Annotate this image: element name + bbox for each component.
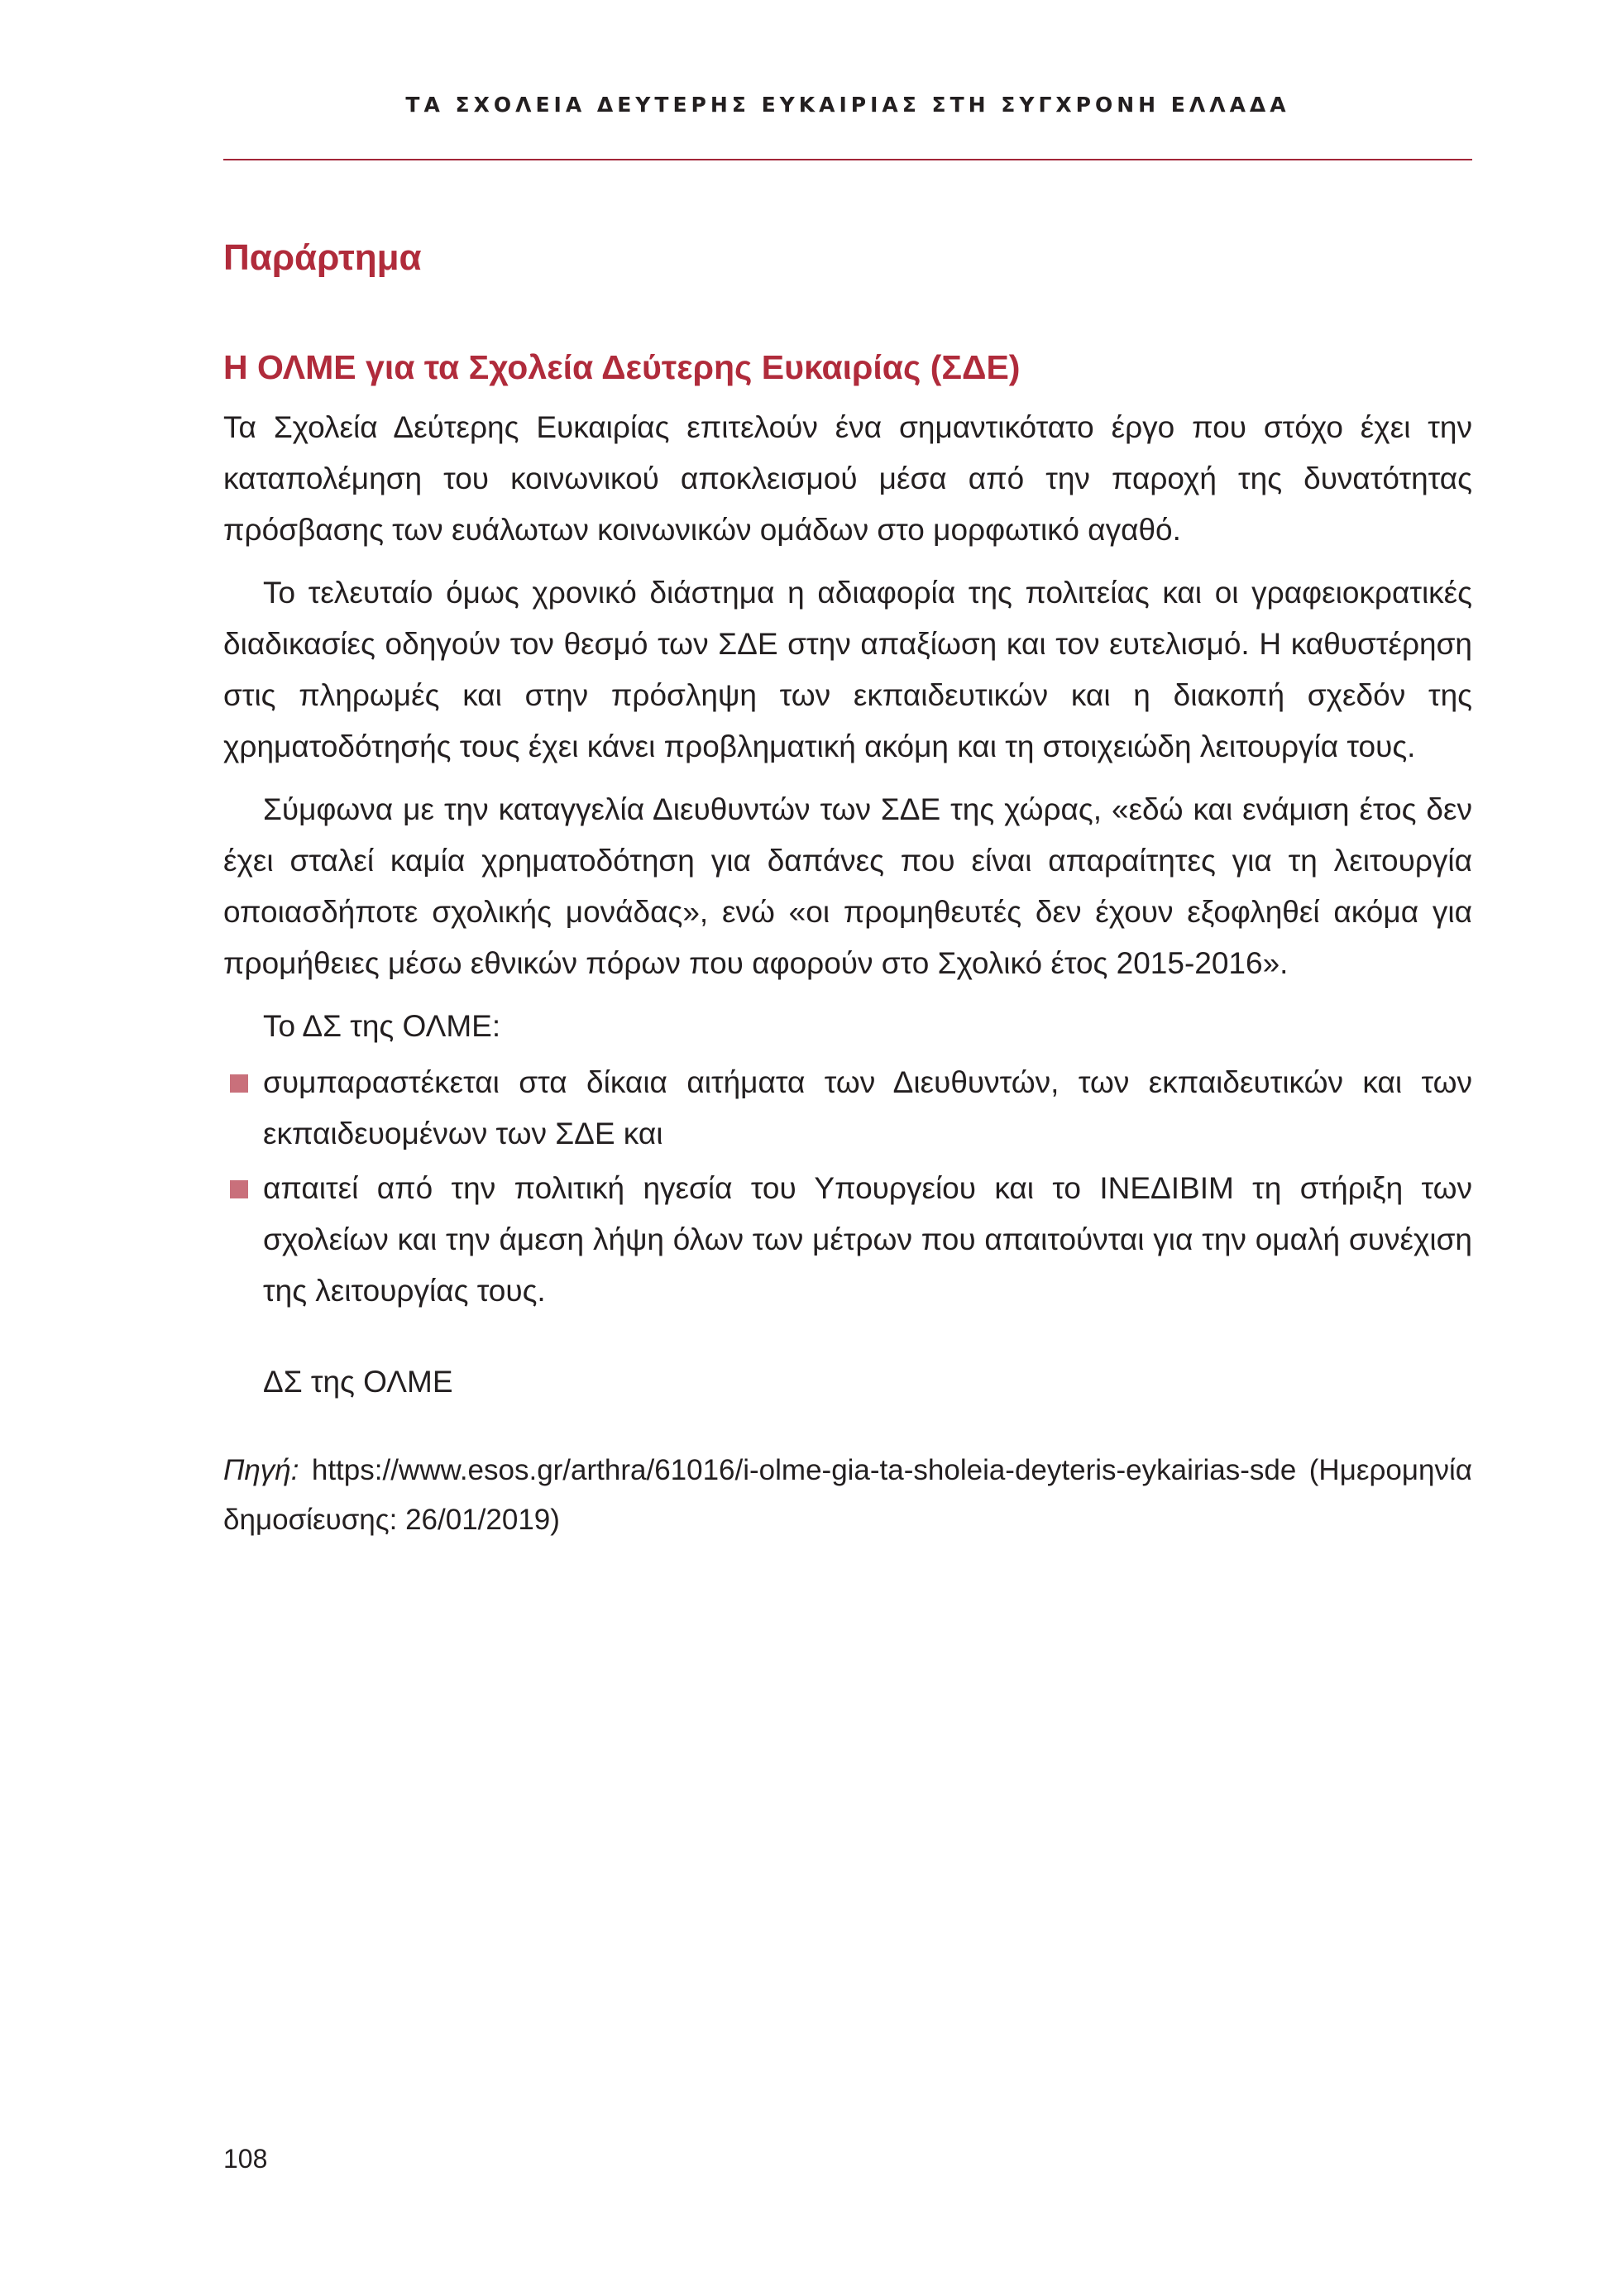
- demands-list: [223, 1057, 1472, 1317]
- source-label: Πηγή:: [223, 1454, 299, 1486]
- list-item-text: συμπαραστέκεται στα δίκαια αιτήματα των Διευθυντών, των εκπαιδευτικών και των εκπαιδευομένων των ΣΔΕ και: [263, 1065, 1472, 1150]
- list-item-text: απαιτεί από την πολιτική ηγεσία του Υπουργείου και το ΙΝΕΔΙΒΙΜ τη στήριξη των σχολείων και την άμεση λήψη όλων των μέτρων που απαιτούνται για την ομαλή συνέχιση της λειτουργίας τους.: [263, 1171, 1472, 1308]
- article-paragraph-3: Σύμφωνα με την καταγγελία Διευθυντών των ΣΔΕ της χώρας, «εδώ και ενάμιση έτος δεν έχει σταλεί καμία χρηματοδότηση για δαπάνες που είναι απαραίτητες για τη λειτουργία οποιασδήποτε σχολικής μονάδας», ενώ «οι προμηθευτές δεν έχουν εξοφληθεί ακόμα για προμήθειες μέσω εθνικών πόρων που αφορούν στο Σχολικό έτος 2015-2016».: [223, 792, 1472, 980]
- article-title: Η ΟΛΜΕ για τα Σχολεία Δεύτερης Ευκαιρίας (ΣΔΕ): [223, 348, 1021, 386]
- article-paragraph-1: Τα Σχολεία Δεύτερης Ευκαιρίας επιτελούν ένα σημαντικότατο έργο που στόχο έχει την καταπολέμηση του κοινωνικού αποκλεισμού μέσα από την παροχή της δυνατότητας πρόσβασης των ευάλωτων κοινωνικών ομάδων στο μορφωτικό αγαθό.: [223, 410, 1472, 547]
- header-divider: [223, 159, 1472, 160]
- signature: ΔΣ της ΟΛΜΕ: [263, 1365, 453, 1399]
- article-paragraph-2: Το τελευταίο όμως χρονικό διάστημα η αδιαφορία της πολιτείας και οι γραφειοκρατικές διαδικασίες οδηγούν τον θεσμό των ΣΔΕ στην απαξίωση και τον ευτελισμό. Η καθυστέρηση στις πληρωμές και στην πρόσληψη των εκπαιδευτικών και η διακοπή σχεδόν της χρηματοδότησής τους έχει κάνει προβληματική ακόμη και τη στοιχειώδη λειτουργία τους.: [223, 576, 1472, 763]
- page-number: 108: [223, 2144, 268, 2174]
- page-content: [223, 233, 1472, 1574]
- source-text: https://www.esos.gr/arthra/61016/i-olme-gia-ta-sholeia-deyteris-eykairias-sde (Ημερομηνία δημοσίευσης: 26/01/2019): [223, 1454, 1472, 1536]
- board-intro-line: Το ΔΣ της ΟΛΜΕ:: [263, 1009, 501, 1043]
- section-title: Παράρτημα: [223, 237, 422, 278]
- square-bullet-icon: [230, 1180, 248, 1198]
- list-item: [223, 1057, 1472, 1160]
- running-header: ΤΑ ΣΧΟΛΕΙΑ ΔΕΥΤΕΡΗΣ ΕΥΚΑΙΡΙΑΣ ΣΤΗ ΣΥΓΧΡΟΝΗ ΕΛΛΑΔΑ: [405, 93, 1290, 117]
- square-bullet-icon: [230, 1074, 248, 1093]
- source-citation: [223, 1446, 1472, 1545]
- list-item: [223, 1163, 1472, 1317]
